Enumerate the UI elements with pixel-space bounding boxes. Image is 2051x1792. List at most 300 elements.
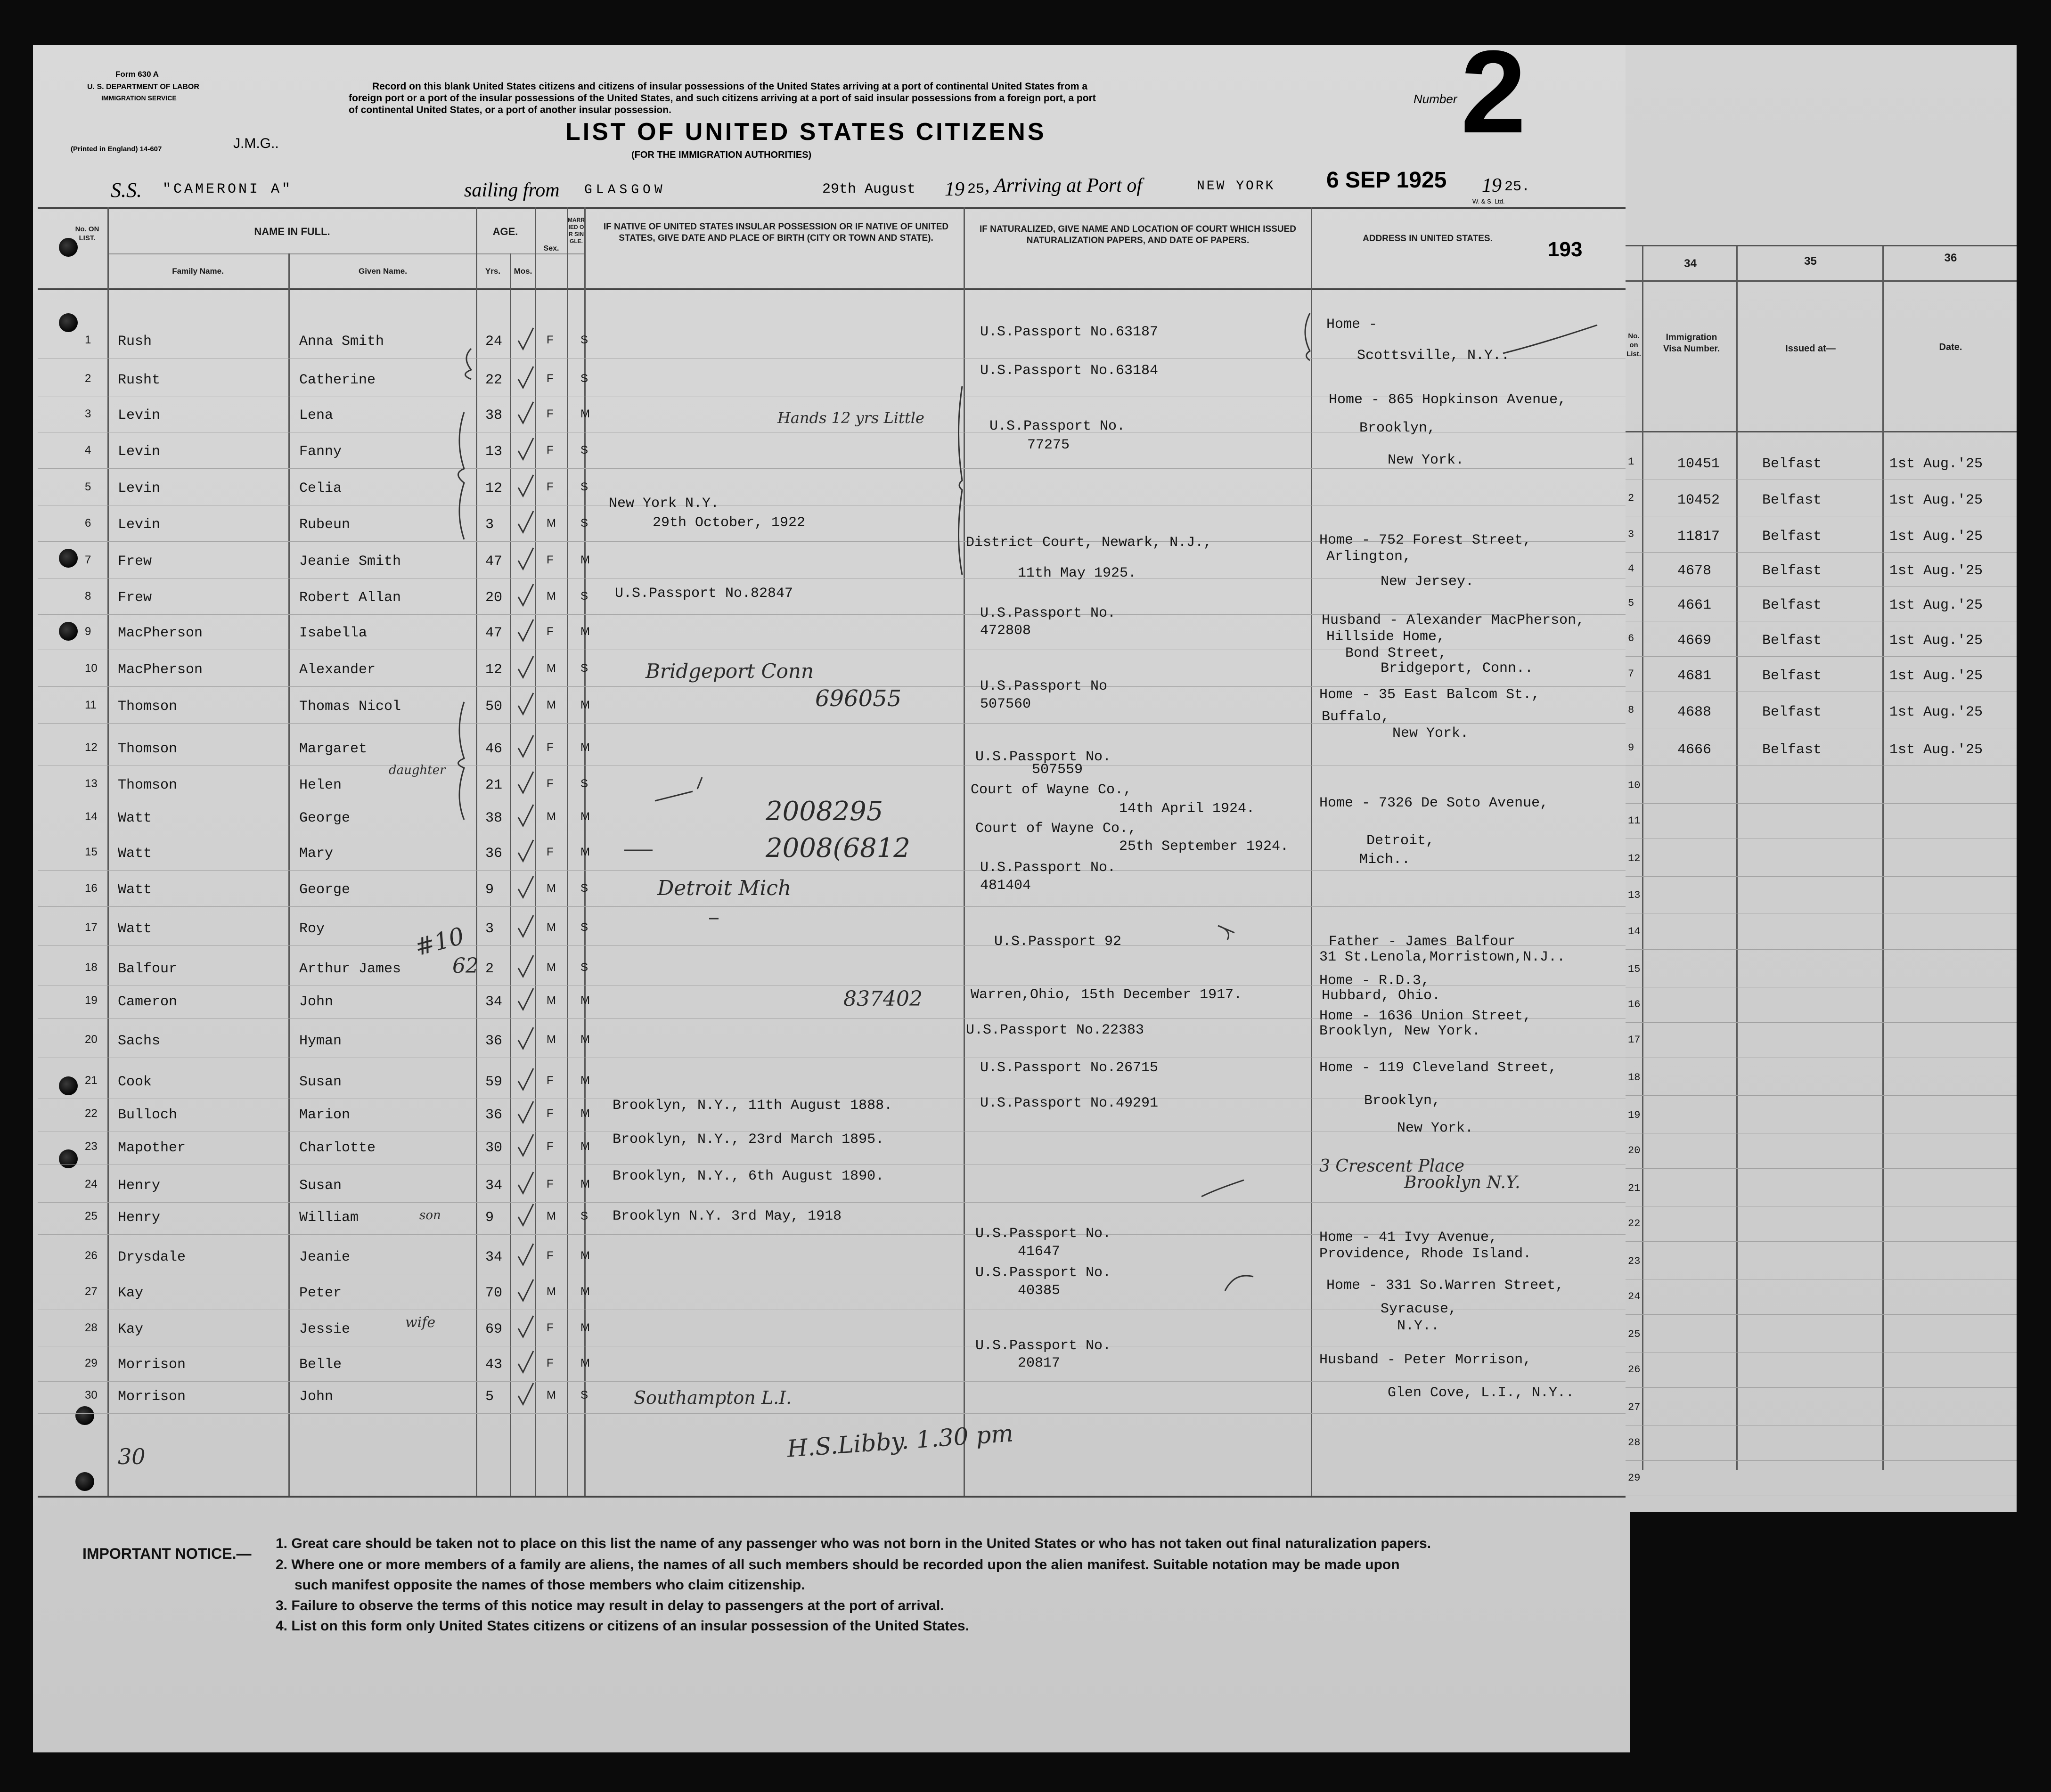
naturalization-entry: U.S.Passport No.	[980, 860, 1116, 876]
handwritten-note-hands: Hands 12 yrs Little	[777, 409, 924, 427]
address-entry: Home - 41 Ivy Avenue,	[1319, 1230, 1498, 1246]
check-mark	[518, 1134, 533, 1156]
ship-name: "CAMERONI A"	[163, 181, 293, 197]
row-number: 22	[85, 1107, 98, 1120]
sex: F	[547, 444, 554, 456]
naturalization-entry: U.S.Passport No.63184	[980, 363, 1159, 379]
visa-row-number: 24	[1628, 1291, 1641, 1303]
address-entry: Glen Cove, L.I., N.Y..	[1388, 1385, 1575, 1401]
visa-number: 10451	[1677, 456, 1720, 472]
notice-item-1: 1. Great care should be taken not to place on this list the name of any passenger who was not born in the United States or who has not taken out final naturalization papers.	[276, 1536, 1431, 1551]
visa-row-number: 26	[1628, 1364, 1641, 1376]
sex: F	[547, 372, 554, 385]
address-entry: Bond Street,	[1345, 645, 1447, 661]
year-suffix-2: 25.	[1504, 179, 1530, 195]
row-number: 23	[85, 1140, 98, 1153]
age-years: 34	[485, 994, 503, 1010]
visa-date: 1st Aug.'25	[1889, 704, 1983, 720]
row-number: 5	[85, 481, 91, 493]
check-mark	[518, 475, 533, 496]
marital-status: S	[580, 444, 588, 456]
birth-entry: Brooklyn, N.Y., 11th August 1888.	[613, 1098, 893, 1114]
naturalization-entry: 40385	[1018, 1283, 1061, 1299]
marital-status: M	[580, 994, 590, 1007]
family-name: Morrison	[118, 1389, 186, 1405]
visa-row-number: 4	[1628, 563, 1634, 575]
naturalization-entry: Court of Wayne Co.,	[971, 782, 1132, 798]
sex: M	[547, 1285, 556, 1298]
form-initials: J.M.G..	[233, 136, 279, 151]
address-entry: New York.	[1397, 1120, 1474, 1136]
age-years: 13	[485, 444, 503, 460]
address-entry: Husband - Alexander MacPherson,	[1322, 612, 1585, 628]
page-subtitle: (FOR THE IMMIGRATION AUTHORITIES)	[631, 150, 812, 160]
age-years: 69	[485, 1321, 503, 1337]
visa-row-rule	[1626, 552, 2017, 553]
header-birth: IF NATIVE OF UNITED STATES INSULAR POSSESSION OR IF NATIVE OF UNITED STATES, GIVE DATE AND PLACE OF BIRTH (CITY OR TOWN AND STATE).	[603, 222, 949, 243]
address-entry: 31 St.Lenola,Morristown,N.J..	[1319, 949, 1566, 965]
given-name: George	[299, 810, 351, 826]
visa-number: 4688	[1677, 704, 1712, 720]
family-name: Drysdale	[118, 1249, 186, 1265]
notice-item-4: 4. List on this form only United States citizens or citizens of an insular possession of the United States.	[276, 1618, 969, 1634]
printer-mark: W. & S. Ltd.	[1472, 198, 1505, 205]
check-mark	[518, 367, 533, 388]
address-entry: N.Y..	[1397, 1318, 1440, 1334]
age-years: 2	[485, 961, 494, 977]
address-entry: Mich..	[1359, 852, 1411, 868]
age-years: 50	[485, 699, 503, 715]
visa-col-rule-3	[1882, 245, 1884, 1470]
address-entry: New Jersey.	[1381, 574, 1474, 590]
naturalization-entry: 25th September 1924.	[1119, 839, 1289, 855]
family-name: Thomson	[118, 741, 178, 757]
given-name: Susan	[299, 1178, 342, 1194]
family-name: Watt	[118, 882, 152, 898]
visa-col-rule-1	[1642, 245, 1643, 1470]
family-name: Kay	[118, 1285, 144, 1301]
marital-status: S	[580, 777, 588, 790]
address-entry: Home - 1636 Union Street,	[1319, 1008, 1532, 1024]
visa-number: 4681	[1677, 668, 1712, 684]
check-mark	[518, 402, 533, 423]
check-mark	[518, 955, 533, 977]
handwritten-number-2008-6812: 2008(6812	[766, 833, 910, 863]
header-mos: Mos.	[514, 267, 532, 276]
age-years: 12	[485, 662, 503, 678]
handwritten-note-bridgeport: Bridgeport Conn	[646, 660, 814, 683]
visa-date: 1st Aug.'25	[1889, 529, 1983, 545]
given-name: John	[299, 994, 334, 1010]
address-entry: Syracuse,	[1381, 1301, 1457, 1317]
age-years: 36	[485, 1033, 503, 1049]
sex: F	[547, 846, 554, 858]
sex: F	[547, 1107, 554, 1120]
row-number: 17	[85, 921, 98, 934]
visa-issued-at: Belfast	[1762, 597, 1822, 613]
family-name: Sachs	[118, 1033, 161, 1049]
header-age: AGE.	[492, 226, 518, 237]
header-married-single: MARRIED OR SINGLE.	[568, 217, 585, 244]
birth-entry: New York N.Y.	[609, 496, 719, 512]
naturalization-entry: U.S.Passport No.	[975, 1265, 1111, 1281]
visa-header-date: Date.	[1939, 342, 1962, 352]
check-mark	[518, 1316, 533, 1337]
visa-row-number: 6	[1628, 633, 1634, 644]
sex: M	[547, 882, 556, 895]
age-years: 9	[485, 882, 494, 898]
visa-col-number-35: 35	[1804, 255, 1817, 268]
address-entry: Providence, Rhode Island.	[1319, 1246, 1532, 1262]
check-mark	[518, 328, 533, 349]
naturalization-entry: U.S.Passport No.22383	[966, 1022, 1144, 1038]
check-mark	[518, 805, 533, 826]
handwritten-note-southampton: Southampton L.I.	[634, 1387, 792, 1408]
address-entry: Detroit,	[1366, 833, 1435, 849]
age-years: 38	[485, 407, 503, 424]
given-name: Margaret	[299, 741, 368, 757]
age-years: 38	[485, 810, 503, 826]
given-name: Roy	[299, 921, 325, 937]
marital-status: S	[580, 1389, 588, 1401]
age-years: 30	[485, 1140, 503, 1156]
sex: F	[547, 334, 554, 346]
visa-row-rule	[1626, 1387, 2017, 1388]
visa-row-number: 13	[1628, 889, 1641, 901]
visa-row-number: 17	[1628, 1034, 1641, 1046]
given-name: Jeanie Smith	[299, 554, 401, 570]
age-years: 47	[485, 625, 503, 641]
sex: M	[547, 1033, 556, 1046]
check-mark	[518, 915, 533, 937]
record-note-line-2: foreign port or a port of the insular possessions of the United States, and such citizens arriving at a port of said insular possessions from a foreign port, a port	[349, 93, 1096, 104]
row-number: 11	[85, 699, 97, 711]
family-name: Watt	[118, 921, 152, 937]
record-note-line-3: of continental United States, or a port of another insular possession.	[349, 105, 671, 115]
handwritten-note-son: son	[419, 1208, 441, 1222]
address-entry: New York.	[1392, 725, 1469, 741]
visa-col-number-36: 36	[1944, 252, 1957, 264]
check-mark	[518, 988, 533, 1010]
visa-issued-at: Belfast	[1762, 668, 1822, 684]
visa-row-number: 11	[1628, 815, 1641, 827]
handwritten-number-62: 62	[452, 954, 479, 978]
visa-number: 4678	[1677, 563, 1712, 579]
marital-status: S	[580, 961, 588, 974]
sex: M	[547, 699, 556, 711]
row-number: 9	[85, 625, 91, 638]
header-naturalized: IF NATURALIZED, GIVE NAME AND LOCATION OF COURT WHICH ISSUED NATURALIZATION PAPERS, AND DATE OF PAPERS.	[979, 224, 1296, 245]
row-number: 28	[85, 1321, 98, 1334]
visa-row-number: 9	[1628, 742, 1634, 754]
visa-issued-at: Belfast	[1762, 563, 1822, 579]
family-name: Levin	[118, 444, 161, 460]
visa-issued-at: Belfast	[1762, 633, 1822, 649]
naturalization-entry: U.S.Passport No.49291	[980, 1095, 1159, 1111]
form-printed: (Printed in England) 14-607	[71, 145, 162, 153]
visa-issued-at: Belfast	[1762, 456, 1822, 472]
address-entry: Brooklyn, New York.	[1319, 1023, 1481, 1039]
family-name: Watt	[118, 810, 152, 826]
handwritten-number-10: #10	[412, 922, 467, 961]
given-name: Celia	[299, 481, 342, 497]
stamp-date: 6 SEP 1925	[1326, 168, 1447, 193]
visa-row-rule	[1626, 803, 2017, 804]
row-number: 27	[85, 1285, 98, 1298]
sex: F	[547, 481, 554, 493]
check-mark	[518, 1027, 533, 1049]
family-name: MacPherson	[118, 662, 203, 678]
visa-row-number: 8	[1628, 704, 1634, 716]
check-mark	[518, 656, 533, 677]
age-years: 34	[485, 1178, 503, 1194]
family-name: Thomson	[118, 699, 178, 715]
sailing-label: sailing from	[464, 179, 560, 201]
visa-date: 1st Aug.'25	[1889, 668, 1983, 684]
given-name: Fanny	[299, 444, 342, 460]
age-years: 9	[485, 1210, 494, 1226]
age-years: 47	[485, 554, 503, 570]
header-yrs: Yrs.	[485, 267, 501, 276]
check-mark	[518, 1279, 533, 1301]
visa-row-rule	[1626, 1022, 2017, 1023]
visa-date: 1st Aug.'25	[1889, 742, 1983, 758]
check-mark	[518, 840, 533, 861]
handwritten-number-2008295: 2008295	[766, 796, 883, 827]
notice-item-2: 2. Where one or more members of a family are aliens, the names of all such members should be recorded upon the alien manifest. Suitable notation may be made upon	[276, 1557, 1400, 1572]
row-number: 4	[85, 444, 91, 456]
sailing-date: 29th August	[822, 181, 916, 197]
marital-status: M	[580, 1033, 590, 1046]
given-name: Rubeun	[299, 517, 351, 533]
family-name: Levin	[118, 407, 161, 424]
naturalization-entry: U.S.Passport No.63187	[980, 324, 1159, 340]
visa-row-rule	[1626, 1095, 2017, 1096]
marital-status: S	[580, 372, 588, 385]
visa-row-number: 27	[1628, 1401, 1641, 1413]
sex: M	[547, 517, 556, 529]
address-entry: Brooklyn,	[1364, 1093, 1441, 1109]
visa-date: 1st Aug.'25	[1889, 456, 1983, 472]
check-mark	[518, 548, 533, 569]
visa-header-number: Immigration Visa Number.	[1663, 333, 1720, 354]
given-name: Jessie	[299, 1321, 351, 1337]
row-number: 10	[85, 662, 98, 675]
marital-status: M	[580, 810, 590, 823]
age-years: 20	[485, 590, 503, 606]
birth-entry: U.S.Passport No.82847	[615, 586, 793, 602]
check-mark	[518, 1204, 533, 1225]
visa-col-number-34: 34	[1684, 257, 1697, 270]
given-name: Peter	[299, 1285, 342, 1301]
sex: M	[547, 1210, 556, 1222]
naturalization-entry: District Court, Newark, N.J.,	[966, 535, 1212, 551]
check-mark	[518, 1172, 533, 1193]
visa-header-issued: Issued at—	[1785, 343, 1836, 354]
header-given-name: Given Name.	[359, 267, 407, 276]
check-mark	[518, 511, 533, 532]
family-name: Morrison	[118, 1357, 186, 1373]
visa-row-number: 12	[1628, 853, 1641, 864]
sex: F	[547, 1074, 554, 1087]
sex: F	[547, 1321, 554, 1334]
family-name: Cameron	[118, 994, 178, 1010]
given-name: Alexander	[299, 662, 376, 678]
birth-entry: Brooklyn N.Y. 3rd May, 1918	[613, 1208, 842, 1224]
address-entry: Home - 865 Hopkinson Avenue,	[1329, 392, 1567, 408]
visa-col-rule-2	[1736, 245, 1738, 1470]
row-number: 13	[85, 777, 98, 790]
age-years: 36	[485, 846, 503, 862]
marital-status: M	[580, 625, 590, 638]
visa-header-no: No. on List.	[1626, 332, 1641, 358]
visa-row-number: 7	[1628, 668, 1634, 680]
given-name: Anna Smith	[299, 334, 384, 350]
family-name: Henry	[118, 1178, 161, 1194]
sex: F	[547, 741, 554, 754]
check-mark	[518, 1101, 533, 1123]
visa-issued-at: Belfast	[1762, 492, 1822, 508]
naturalization-entry: 507559	[1032, 762, 1083, 778]
address-entry: Hillside Home,	[1326, 629, 1446, 645]
address-entry: Hubbard, Ohio.	[1322, 988, 1441, 1004]
row-number: 19	[85, 994, 98, 1007]
birth-entry: Brooklyn, N.Y., 6th August 1890.	[613, 1168, 884, 1184]
family-name: Kay	[118, 1321, 144, 1337]
address-entry: Buffalo,	[1322, 709, 1390, 725]
visa-issued-at: Belfast	[1762, 742, 1822, 758]
naturalization-entry: U.S.Passport No.	[989, 418, 1126, 434]
given-name: Jeanie	[299, 1249, 351, 1265]
marital-status: S	[580, 882, 588, 895]
address-entry: Brooklyn,	[1359, 420, 1436, 436]
visa-row-number: 18	[1628, 1072, 1641, 1083]
given-name: Catherine	[299, 372, 376, 388]
marital-status: S	[580, 334, 588, 346]
given-name: Isabella	[299, 625, 368, 641]
visa-number: 4661	[1677, 597, 1712, 613]
check-mark	[518, 1244, 533, 1265]
sailing-port: GLASGOW	[584, 183, 666, 197]
naturalization-entry: 507560	[980, 696, 1031, 712]
given-name: Helen	[299, 777, 342, 793]
sex: M	[547, 662, 556, 675]
handwritten-signature-libby: H.S.Libby. 1.30 pm	[786, 1419, 1014, 1463]
family-name: Henry	[118, 1210, 161, 1226]
form-number: Form 630 A	[115, 70, 159, 79]
given-name: Lena	[299, 407, 334, 424]
birth-entry: Brooklyn, N.Y., 23rd March 1895.	[613, 1132, 884, 1148]
check-mark	[518, 619, 533, 641]
marital-status: M	[580, 1321, 590, 1334]
marital-status: S	[580, 517, 588, 529]
naturalization-entry: Warren,Ohio, 15th December 1917.	[971, 987, 1242, 1003]
visa-row-number: 2	[1628, 492, 1634, 504]
address-entry: Father - James Balfour	[1329, 934, 1516, 950]
handwritten-number-837402: 837402	[843, 987, 923, 1011]
naturalization-entry: U.S.Passport No	[980, 678, 1108, 694]
visa-row-rule	[1626, 1241, 2017, 1242]
age-years: 3	[485, 517, 494, 533]
sex: F	[547, 407, 554, 420]
sex: F	[547, 625, 554, 638]
handwritten-address-crescent: 3 Crescent Place	[1319, 1157, 1465, 1176]
row-number: 21	[85, 1074, 98, 1087]
check-mark	[518, 1383, 533, 1404]
handwritten-note-daughter: daughter	[389, 763, 446, 777]
family-name: MacPherson	[118, 625, 203, 641]
address-entry: Bridgeport, Conn..	[1381, 660, 1534, 676]
arriving-label: , Arriving at Port of	[985, 175, 1143, 196]
family-name: Watt	[118, 846, 152, 862]
notice-item-2-cont: such manifest opposite the names of those members who claim citizenship.	[294, 1577, 805, 1593]
visa-row-number: 1	[1628, 456, 1634, 468]
marital-status: S	[580, 590, 588, 603]
number-label: Number	[1414, 92, 1457, 106]
sex: M	[547, 994, 556, 1007]
row-number: 30	[85, 1389, 98, 1401]
marital-status: M	[580, 554, 590, 566]
visa-issued-at: Belfast	[1762, 704, 1822, 720]
form-department: U. S. DEPARTMENT OF LABOR	[87, 83, 199, 91]
row-number: 29	[85, 1357, 98, 1369]
address-entry: Home - 7326 De Soto Avenue,	[1319, 795, 1549, 811]
row-number: 3	[85, 407, 91, 420]
visa-row-number: 22	[1628, 1218, 1641, 1230]
address-entry: Home -	[1326, 317, 1378, 333]
handwritten-address-brooklyn: Brooklyn N.Y.	[1404, 1173, 1520, 1192]
naturalization-entry: 11th May 1925.	[1018, 565, 1137, 581]
address-entry: Arlington,	[1326, 549, 1412, 565]
check-mark	[518, 693, 533, 714]
row-number: 18	[85, 961, 98, 974]
visa-number: 4669	[1677, 633, 1712, 649]
row-number: 7	[85, 554, 91, 566]
given-name: Belle	[299, 1357, 342, 1373]
given-name: Hyman	[299, 1033, 342, 1049]
given-name: Mary	[299, 846, 334, 862]
visa-row-number: 25	[1628, 1328, 1641, 1340]
marital-status: S	[580, 921, 588, 934]
marital-status: M	[580, 1285, 590, 1298]
marital-status: M	[580, 741, 590, 754]
visa-row-number: 19	[1628, 1109, 1641, 1121]
visa-date: 1st Aug.'25	[1889, 597, 1983, 613]
age-years: 70	[485, 1285, 503, 1301]
address-entry: Husband - Peter Morrison,	[1319, 1352, 1532, 1368]
marital-status: M	[580, 1249, 590, 1262]
age-years: 24	[485, 334, 503, 350]
age-years: 34	[485, 1249, 503, 1265]
sex: M	[547, 810, 556, 823]
given-name: Arthur James	[299, 961, 401, 977]
marital-status: M	[580, 1357, 590, 1369]
sex: F	[547, 1178, 554, 1190]
row-number: 16	[85, 882, 98, 895]
visa-header-rule	[1626, 280, 2017, 282]
visa-row-number: 15	[1628, 963, 1641, 975]
row-number: 8	[85, 590, 91, 603]
family-name: Balfour	[118, 961, 178, 977]
family-name: Levin	[118, 517, 161, 533]
year-suffix-1: 25	[967, 181, 985, 197]
visa-row-number: 21	[1628, 1182, 1641, 1194]
family-name: Cook	[118, 1074, 152, 1090]
visa-date: 1st Aug.'25	[1889, 563, 1983, 579]
visa-number: 11817	[1677, 529, 1720, 545]
sex: F	[547, 554, 554, 566]
family-name: Mapother	[118, 1140, 186, 1156]
